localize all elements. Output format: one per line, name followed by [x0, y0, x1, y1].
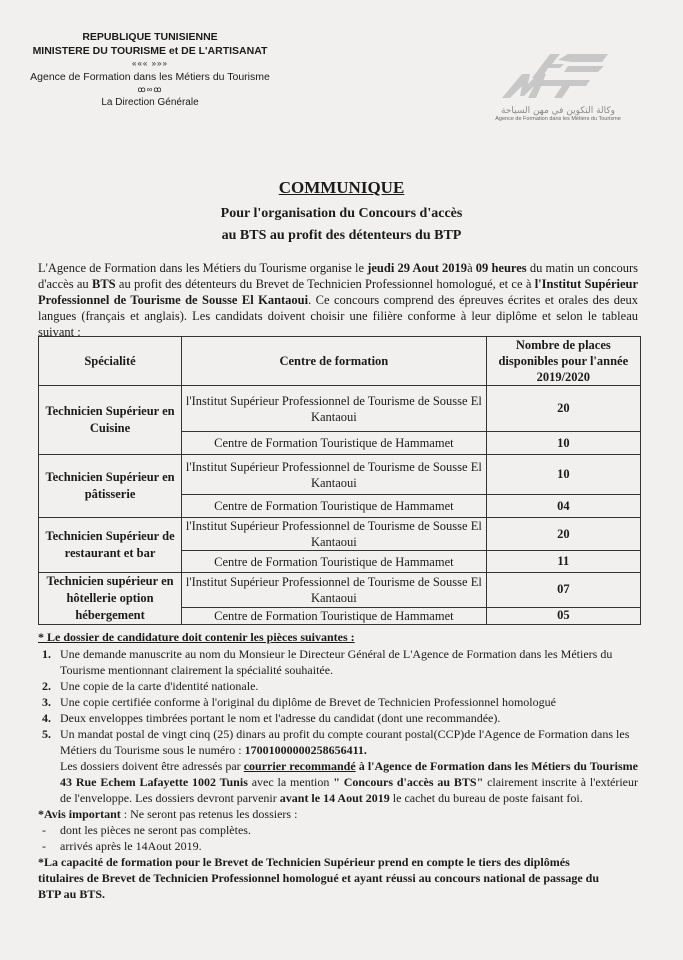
item-text: Une copie de la carte d'identité nationale. — [60, 679, 259, 693]
table-row — [39, 573, 641, 608]
notice-item: arrivés après le 14Aout 2019. — [60, 839, 202, 853]
ornament-top: ««« »»» — [132, 59, 168, 68]
places-cell: 20 — [486, 518, 640, 551]
places-cell: 20 — [486, 386, 640, 432]
dossier-heading: * Le dossier de candidature doit contenir les pièces suivantes : — [38, 630, 355, 644]
notice-item: dont les pièces ne seront pas complètes. — [60, 823, 251, 837]
specialty-cell: Technicien supérieur en hôtellerie option hébergement — [39, 573, 182, 625]
agency-logo — [488, 50, 628, 140]
intro-text: L'Agence de Formation dans les Métiers du Tourisme organise le — [38, 261, 368, 275]
letterhead — [10, 30, 290, 110]
header-specialty: Spécialité — [39, 337, 182, 386]
centre-cell: l'Institut Supérieur Professionnel de Tourisme de Sousse El Kantaoui — [182, 518, 487, 551]
notice-label: *Avis important — [38, 807, 121, 821]
direction-line: La Direction Générale — [101, 97, 199, 108]
centre-cell: Centre de Formation Touristique de Hammamet — [182, 495, 487, 518]
table-header-row — [39, 337, 641, 386]
item-text: Un mandat postal de vingt cinq (25) dinars au profit du compte courant postal(CCP)de l'Agence de Formation dans les Métiers du Tourisme sous le numéro : — [60, 727, 630, 757]
page-subtitle — [0, 203, 683, 247]
page-title: COMMUNIQUE — [278, 178, 405, 197]
mail-text: avec la mention — [247, 775, 334, 789]
places-cell: 11 — [486, 551, 640, 573]
intro-paragraph — [38, 260, 638, 340]
logo-french-text: Agence de Formation dans les Métiers du Tourisme — [495, 116, 621, 122]
notice-text: : Ne seront pas retenus les dossiers : — [120, 807, 298, 821]
places-cell: 04 — [486, 495, 640, 518]
centre-cell: l'Institut Supérieur Professionnel de Tourisme de Sousse El Kantaoui — [182, 573, 487, 608]
centre-cell: Centre de Formation Touristique de Hammamet — [182, 432, 487, 455]
places-cell: 07 — [486, 573, 640, 608]
required-documents-list — [38, 646, 638, 806]
item-text: Deux enveloppes timbrées portant le nom et l'adresse du candidat (dont une recommandée). — [60, 711, 501, 725]
centre-cell: Centre de Formation Touristique de Hammamet — [182, 607, 487, 624]
centre-cell: Centre de Formation Touristique de Hammamet — [182, 551, 487, 573]
item-text: Une demande manuscrite au nom du Monsieur le Directeur Général de L'Agence de Formation dans les Métiers du Tourisme mentionnant clairement la spécialité souhaitée. — [60, 647, 613, 677]
places-cell: 10 — [486, 455, 640, 495]
list-item — [38, 646, 638, 678]
envelope-mention: " Concours d'accès au BTS" — [333, 775, 484, 789]
subtitle-line-2: au BTS au profit des détenteurs du BTP — [221, 228, 462, 243]
places-cell: 05 — [486, 607, 640, 624]
mail-text: Les dossiers doivent être adressés par — [60, 759, 244, 773]
mail-text: clairement inscrite à l'extérieur de l'enveloppe. Les dossiers devront parvenir — [60, 775, 639, 805]
exam-date: jeudi 29 Aout 2019 — [367, 261, 468, 275]
agency-line: Agence de Formation dans les Métiers du Tourisme — [30, 71, 270, 83]
list-item — [38, 694, 638, 710]
mail-text: à — [355, 759, 368, 773]
specialty-cell: Technicien Supérieur en Cuisine — [39, 386, 182, 455]
exam-time: 09 heures — [475, 261, 527, 275]
centre-cell: l'Institut Supérieur Professionnel de Tourisme de Sousse El Kantaoui — [182, 455, 487, 495]
intro-text: à — [467, 261, 476, 275]
list-item — [38, 678, 638, 694]
item-text: Une copie certifiée conforme à l'original du diplôme de Brevet de Technicien Professionnel homologué — [60, 695, 556, 709]
list-item — [38, 710, 638, 726]
item-number: 3. — [42, 695, 51, 709]
specialty-cell: Technicien Supérieur de restaurant et bar — [39, 518, 182, 573]
ccp-number: 17001000000258656411. — [244, 743, 367, 757]
item-number: 2. — [42, 679, 51, 693]
mail-text: le cachet du bureau de poste faisant foi. — [389, 791, 583, 805]
logo-arabic-text: وكالة التكوين في مهن السياحة — [500, 106, 616, 116]
important-notice — [38, 806, 638, 902]
af-mt-logo-icon — [498, 50, 618, 102]
intro-text: . Ce concours comprend des épreuves écrites et orales des deux langues (français et anglais). Les candidats doivent choisir une filière conforme à leur diplôme et selon le tableau suivant : — [38, 293, 638, 339]
ministry-line: MINISTERE DU TOURISME et DE L'ARTISANAT — [32, 45, 268, 57]
intro-text: du matin un concours d'accès au — [38, 261, 638, 291]
header-places: Nombre de places disponibles pour l'année 2019/2020 — [486, 337, 640, 386]
list-item: - dont les pièces ne seront pas complètes. — [42, 823, 251, 837]
list-item — [38, 726, 638, 758]
exam-venue: l'Institut Supérieur Professionnel de Tourisme de Sousse El Kantaoui — [38, 277, 639, 307]
republic-line: REPUBLIQUE TUNISIENNE — [82, 31, 218, 43]
table-row — [39, 455, 641, 495]
mailing-instructions — [38, 758, 638, 806]
list-item: - arrivés après le 14Aout 2019. — [42, 839, 202, 853]
agency-address: l'Agence de Formation dans les Métiers du Tourisme 43 Rue Echem Lafayette 1002 Tunis — [60, 759, 639, 789]
intro-text: au profit des détenteurs du Brevet de Technicien Professionnel homologué, et ce à — [115, 277, 535, 291]
item-number: 4. — [42, 711, 51, 725]
deadline: avant le 14 Aout 2019 — [279, 791, 390, 805]
bts-label: BTS — [91, 277, 116, 291]
specialty-cell: Technicien Supérieur en pâtisserie — [39, 455, 182, 518]
ornament-bottom: ꝏ∞ꝏ — [137, 85, 163, 94]
places-cell: 10 — [486, 432, 640, 455]
item-number: 1. — [42, 647, 51, 661]
subtitle-line-1: Pour l'organisation du Concours d'accès — [220, 206, 463, 221]
registered-mail: courrier recommandé — [243, 759, 356, 773]
centre-cell: l'Institut Supérieur Professionnel de Tourisme de Sousse El Kantaoui — [182, 386, 487, 432]
places-table — [38, 336, 641, 625]
item-number: 5. — [42, 727, 51, 741]
capacity-note: *La capacité de formation pour le Brevet de Technicien Supérieur prend en compte le tiers des diplômés titulaires de Brevet de Technicien Professionnel homologué et ayant réussi au concours national de passage du BTP au BTS. — [38, 855, 600, 901]
table-row — [39, 386, 641, 432]
table-row — [39, 518, 641, 551]
header-centre: Centre de formation — [182, 337, 487, 386]
